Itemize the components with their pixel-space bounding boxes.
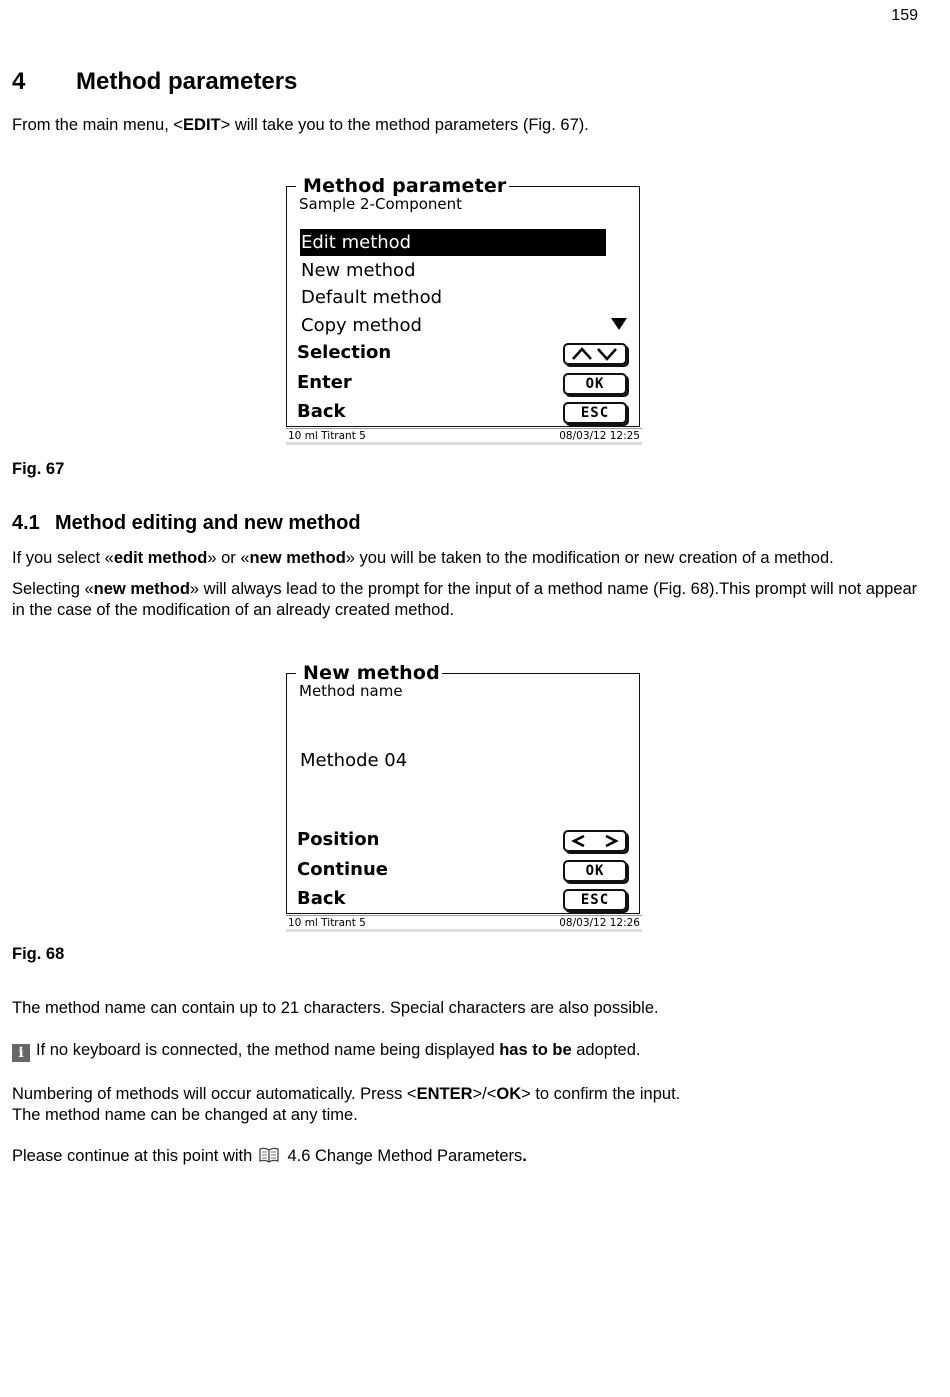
paragraph-new-method [12, 579, 932, 621]
subsection-title: Method editing and new method [55, 512, 361, 534]
text: If no keyboard is connected, the method name being displayed [36, 1041, 500, 1059]
bold-text: ENTER [416, 1085, 473, 1103]
screen-subtitle: Method name [299, 682, 403, 700]
section-number: 4 [12, 68, 26, 95]
screen-subtitle: Sample 2-Component [299, 195, 463, 213]
fig68-screen [284, 662, 644, 930]
left-right-arrows-icon[interactable] [563, 830, 627, 852]
figure-caption: Fig. 68 [12, 945, 65, 963]
book-icon[interactable] [259, 1147, 279, 1169]
paragraph-numbering [12, 1084, 932, 1126]
status-titrant: 10 ml Titrant 5 [288, 430, 366, 442]
frame-edge [430, 673, 640, 674]
bold-text: edit method [113, 549, 208, 567]
esc-key[interactable]: ESC [563, 402, 627, 424]
paragraph-characters: The method name can contain up to 21 characters. Special characters are also possible. [12, 999, 659, 1017]
softkey-label-position: Position [297, 829, 380, 850]
intro-text-end: > will take you to the method parameters (Fig. 67). [220, 116, 589, 134]
bold-text: new method [93, 580, 190, 598]
triangle-down-icon [610, 317, 628, 336]
ok-key[interactable]: OK [563, 860, 627, 882]
subsection-heading [12, 512, 361, 535]
intro-bold: EDIT [183, 116, 221, 134]
text: Please continue at this point with [12, 1147, 257, 1165]
status-bar [286, 428, 642, 445]
frame-edge [286, 186, 296, 187]
info-icon: i [12, 1044, 30, 1062]
link-text[interactable]: 4.6 Change Method Parameters [282, 1147, 523, 1165]
ok-key[interactable]: OK [563, 373, 627, 395]
text: Numbering of methods will occur automatically. Press < [12, 1085, 417, 1103]
paragraph-continue [12, 1146, 932, 1169]
text: The method name can be changed at any time. [12, 1106, 358, 1124]
bold-text: . [522, 1147, 527, 1165]
subsection-number: 4.1 [12, 512, 40, 534]
method-name-input[interactable]: Methode 04 [300, 750, 408, 771]
softkey-label-continue: Continue [297, 859, 389, 880]
menu-item-default-method[interactable]: Default method [301, 287, 443, 308]
figure-caption: Fig. 67 [12, 460, 65, 478]
softkey-label-enter: Enter [297, 372, 352, 393]
screen-title: New method [303, 662, 440, 684]
frame-edge [286, 673, 296, 674]
paragraph-select [12, 548, 932, 569]
status-titrant: 10 ml Titrant 5 [288, 917, 366, 929]
menu-item-copy-method[interactable]: Copy method [301, 315, 422, 336]
esc-key[interactable]: ESC [563, 889, 627, 911]
bold-text: has to be [499, 1041, 572, 1059]
section-heading [12, 68, 297, 96]
softkey-label-selection: Selection [297, 342, 392, 363]
text: >/< [472, 1085, 497, 1103]
section-title: Method parameters [76, 68, 298, 95]
intro-text: From the main menu, < [12, 116, 184, 134]
text: If you select « [12, 549, 114, 567]
bold-text: new method [249, 549, 346, 567]
text: » will always lead to the prompt for the input of a method name (Fig. 68).This prompt will not appear in the case of the modification of an already created method. [12, 580, 918, 619]
text: Selecting « [12, 580, 94, 598]
text: > to confirm the input. [521, 1085, 681, 1103]
screen-title: Method parameter [303, 175, 507, 197]
up-down-arrows-icon[interactable] [563, 343, 627, 365]
text: » or « [207, 549, 250, 567]
softkey-label-back: Back [297, 888, 346, 909]
text: adopted. [571, 1041, 641, 1059]
status-datetime: 08/03/12 12:26 [559, 917, 640, 929]
menu-item-new-method[interactable]: New method [301, 260, 416, 281]
intro-paragraph [12, 115, 932, 136]
menu-item-edit-method[interactable]: Edit method [300, 229, 606, 256]
status-bar [286, 915, 642, 932]
fig67-screen [284, 175, 644, 443]
softkey-label-back: Back [297, 401, 346, 422]
status-datetime: 08/03/12 12:25 [559, 430, 640, 442]
text: » you will be taken to the modification or new creation of a method. [345, 549, 834, 567]
page-number: 159 [891, 7, 918, 24]
bold-text: OK [496, 1085, 522, 1103]
note-keyboard [12, 1040, 932, 1062]
